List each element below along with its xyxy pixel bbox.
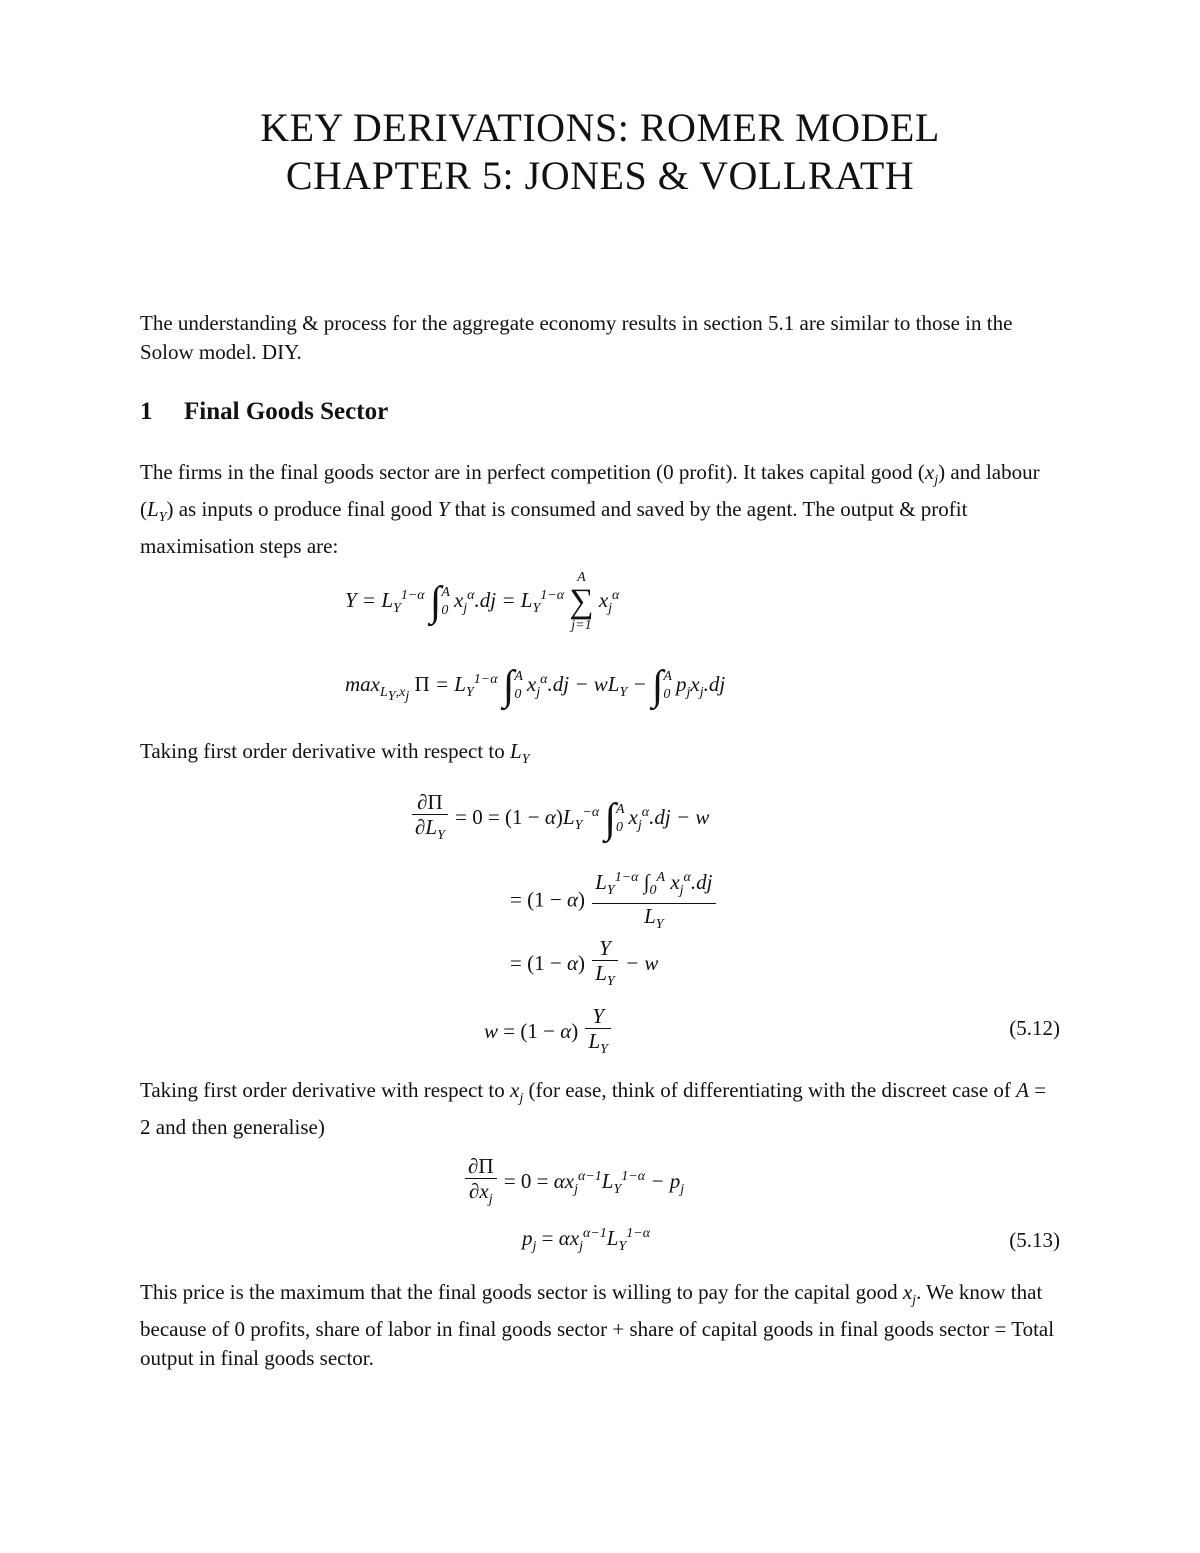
title-line-2: CHAPTER 5: JONES & VOLLRATH <box>285 153 915 198</box>
paragraph-derivative-ly: Taking first order derivative with respect to $L_Y$ <box>140 739 530 768</box>
derivation-ly-line3: = (1 − α) $\frac{Y}{L_Y}$ − w <box>510 936 659 990</box>
paragraph-price: This price is the maximum that the final goods sector is willing to pay for the capital good $x_j$. We know that because of 0 profits, share of labor in final goods sector + share of capital goods in final goods sector = Total output in final goods sector. <box>140 1280 1055 1371</box>
derivation-ly-line2: = (1 − α) $\frac{L_Y^{1-\alpha} \int_0^A x_j^\alpha.dj}{L_Y}$ <box>510 866 718 937</box>
equation-number-5-13: (5.13) <box>1009 1228 1060 1252</box>
section-number: 1 <box>140 398 153 425</box>
derivation-ly-line1: $\frac{\partial\Pi}{\partial L_Y}$ = $0 = (1 - \alpha)L_Y^{-\alpha}$ ∫ A 0 $x_j^\alpha.dj - w$ <box>410 790 709 848</box>
section-title: Final Goods Sector <box>184 398 389 425</box>
derivation-xj-line1: $\frac{\partial\Pi}{\partial x_j}$ = $0 = \alpha x_j^{\alpha-1}L_Y^{1-\alpha} - p_j$ <box>463 1154 684 1212</box>
intro-paragraph: The understanding & process for the aggregate economy results in section 5.1 are similar to those in the Solow model. DIY. <box>140 311 1013 364</box>
title-line-1: KEY DERIVATIONS: ROMER MODEL <box>260 105 940 150</box>
equation-output: $Y = L_Y^{1-\alpha}$ ∫ A 0 $x_j^\alpha.dj = L_Y^{1-\alpha}$ A ∑ j=1 $x_j^\alpha$ <box>345 570 620 633</box>
derivation-ly-line4: w = (1 − α) $\frac{Y}{L_Y}$ <box>484 1004 613 1062</box>
equation-profit: $\max_{L_Y,x_j} \Pi = L_Y^{1-\alpha}$ ∫ A 0 $x_j^\alpha.dj - wL_Y$ − ∫ A 0 $p_jx_j.dj$ <box>345 663 726 709</box>
paragraph-firms: The firms in the final goods sector are in perfect competition (0 profit). It takes capital good $(x_j)$ and labour $(L_Y)$ as inputs o produce final good Y that is consumed and saved by the agent. The output & profit maximisation steps are: <box>140 460 1040 559</box>
equation-number-5-12: (5.12) <box>1009 1016 1060 1040</box>
section-heading <box>140 398 388 426</box>
derivation-xj-line2: $p_j = \alpha x_j^{\alpha-1}L_Y^{1-\alpha}$ <box>522 1226 651 1255</box>
paragraph-derivative-xj: Taking first order derivative with respect to $x_j$ (for ease, think of differentiating with the discreet case of A = 2 and then generalise) <box>140 1078 1047 1140</box>
